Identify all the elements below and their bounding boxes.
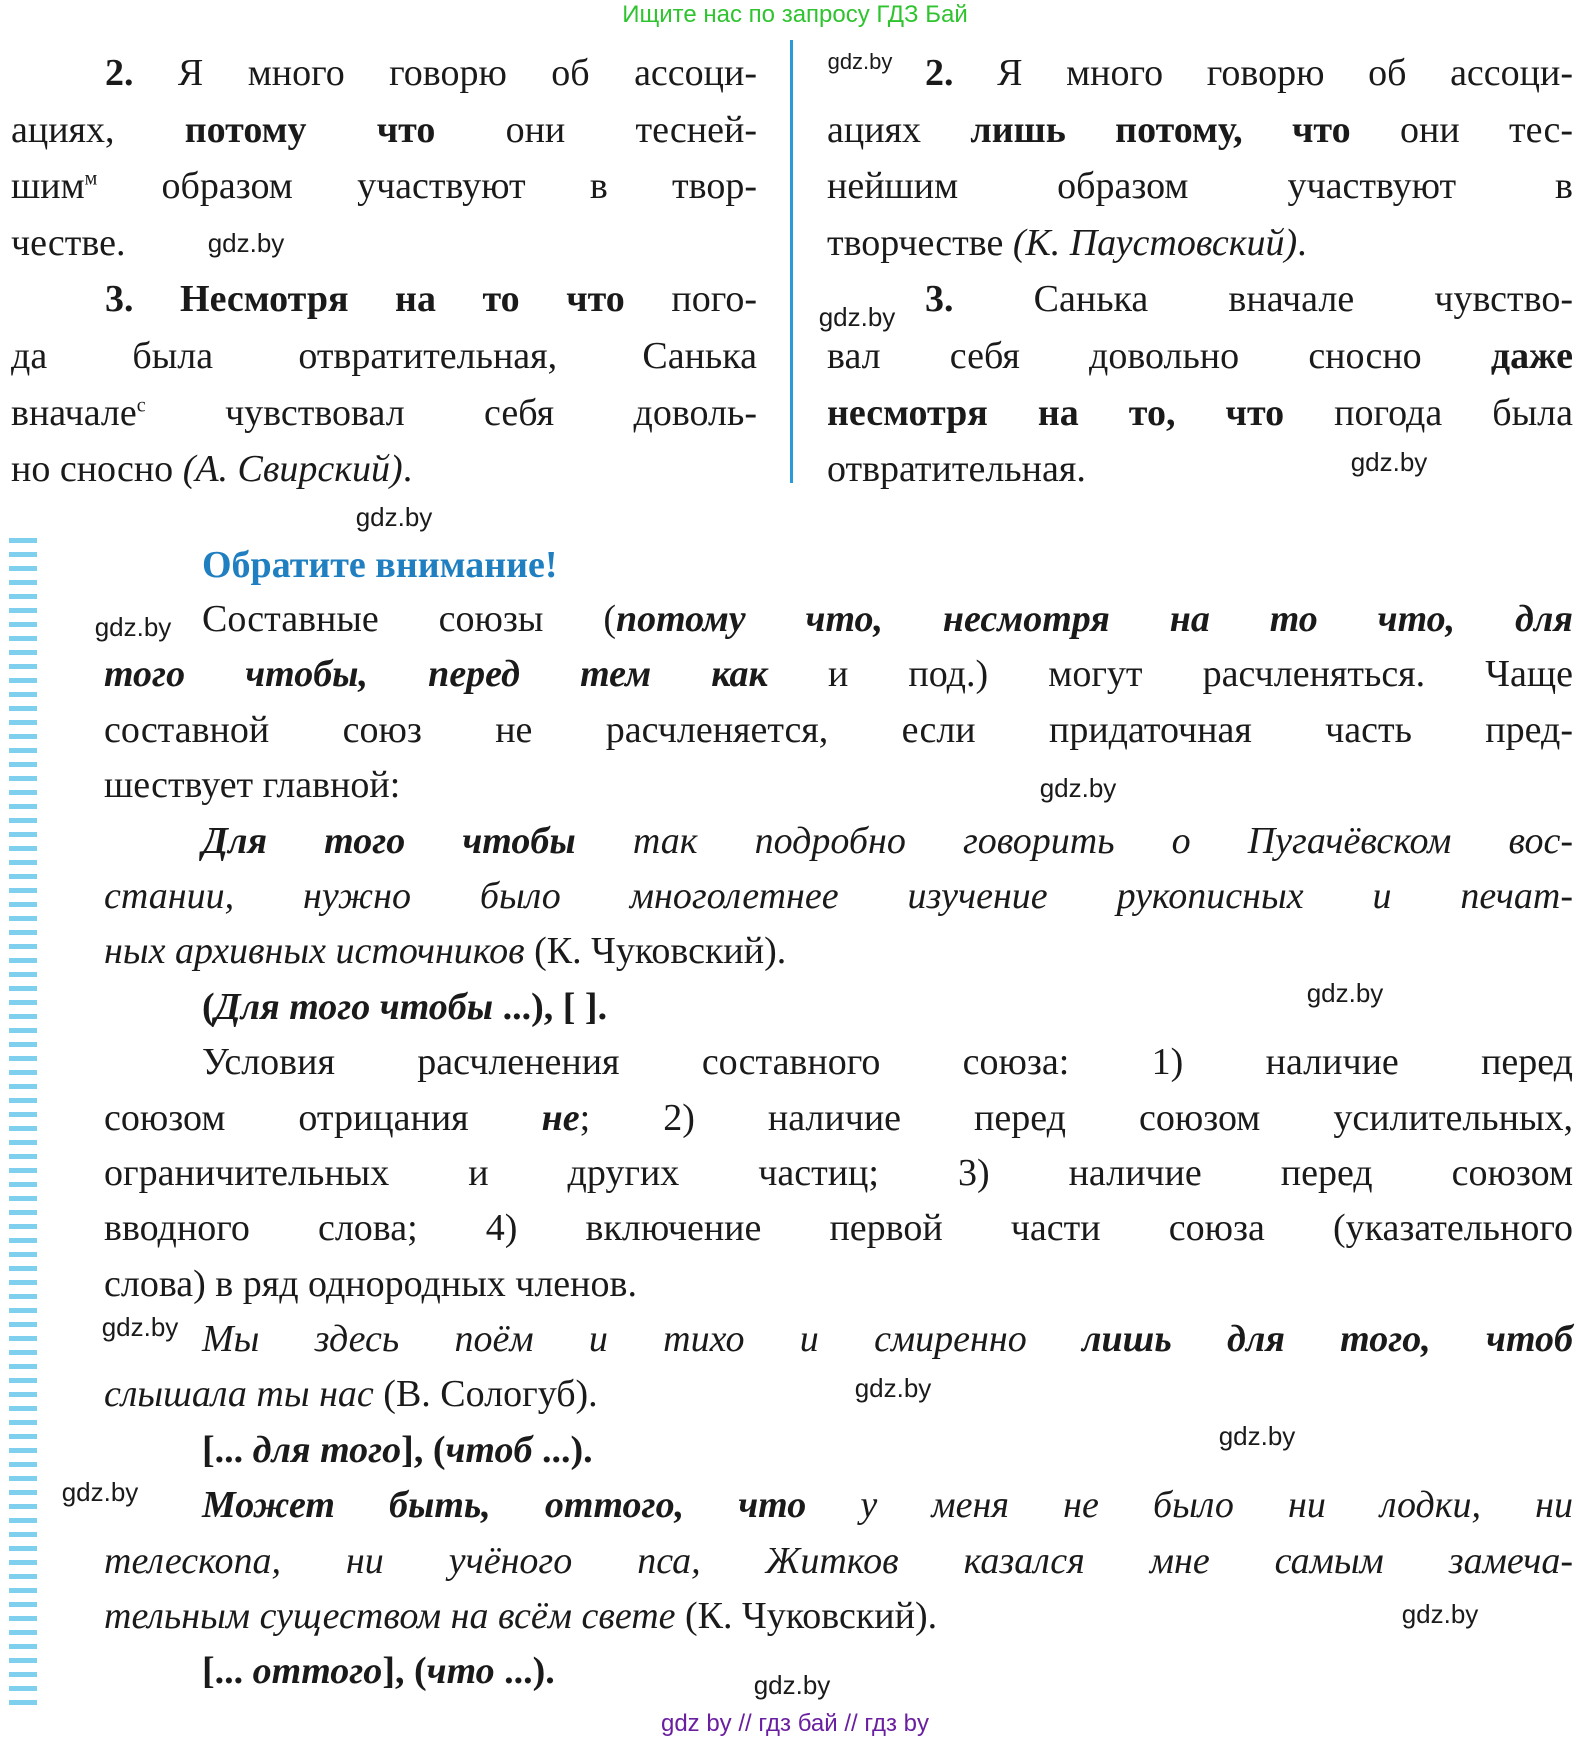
text-segment: пого- — [624, 278, 757, 321]
emphasized-text: у меня не было ни лодки, ни — [806, 1484, 1573, 1527]
watermark: gdz.by — [355, 502, 433, 532]
emphasized-text: ], ( — [382, 1650, 427, 1693]
text-segment: образом участвуют в твор- — [97, 165, 757, 208]
text-line — [104, 1423, 1573, 1478]
text-line — [104, 758, 1573, 813]
emphasized-text: [... — [202, 1428, 253, 1471]
text-segment: они тесней- — [435, 108, 757, 151]
text-line — [104, 1367, 1573, 1422]
emphasized-text: потому что, несмотря на то что, для — [615, 598, 1573, 640]
emphasized-text: Для того чтобы — [214, 985, 494, 1028]
emphasized-text: несмотря на то, что — [827, 391, 1285, 434]
watermark: gdz.by — [1350, 447, 1428, 477]
emphasized-text: тельным существом на всём свете — [104, 1595, 676, 1638]
text-line — [11, 215, 757, 272]
emphasized-text: ...). — [494, 1650, 555, 1693]
emphasized-text: так подробно говорить о Пугачёвском вос- — [575, 819, 1573, 862]
text-segment: Условия расчленения составного союза: 1) наличие перед — [202, 1041, 1573, 1084]
text-line — [11, 271, 757, 328]
watermark: gdz.by — [94, 612, 172, 642]
text-segment: (К. Чуковский). — [524, 930, 787, 973]
text-line — [104, 1644, 1573, 1699]
text-segment: . — [1297, 221, 1307, 264]
emphasized-text: не — [541, 1096, 580, 1139]
emphasized-text: ных архивных источников — [104, 930, 525, 973]
text-line — [827, 158, 1573, 215]
text-line — [104, 592, 1573, 647]
text-segment: нейшим образом участвуют в — [827, 165, 1573, 208]
text-segment: шествует главной: — [104, 764, 401, 807]
text-segment: вначале — [11, 391, 137, 434]
text-segment: отвратительная. — [827, 448, 1086, 491]
text-segment: но сносно — [11, 448, 183, 491]
watermark: gdz.by — [753, 1670, 831, 1700]
text-line — [11, 385, 757, 442]
emphasized-text: чтоб — [445, 1428, 533, 1471]
emphasized-text: 2. — [105, 52, 134, 94]
text-line — [827, 45, 1573, 102]
right-column-transformed — [827, 45, 1573, 498]
text-line — [104, 1534, 1573, 1589]
emphasized-text: ...). — [532, 1428, 593, 1471]
footnote-mark: с — [136, 393, 146, 416]
text-line — [11, 102, 757, 159]
emphasized-text: 2. — [925, 52, 954, 94]
text-line — [11, 45, 757, 102]
emphasized-text: Для того чтобы — [202, 819, 576, 862]
text-segment: и под.) могут расчленяться. Чаще — [767, 653, 1573, 696]
text-segment: Составные союзы ( — [202, 598, 616, 640]
text-segment: шим — [11, 165, 85, 208]
text-line — [104, 703, 1573, 758]
emphasized-text: (К. Паустовский) — [1012, 221, 1298, 264]
text-segment: честве. — [11, 221, 126, 264]
text-segment: составной союз не расчленяется, если придаточная часть пред- — [104, 708, 1573, 751]
note-heading: Обратите внимание! — [202, 544, 558, 586]
text-line — [11, 441, 757, 498]
emphasized-text: лишь потому, что — [970, 108, 1351, 151]
text-segment: . — [402, 448, 413, 491]
text-line — [104, 1146, 1573, 1201]
text-segment: погода была — [1284, 391, 1574, 434]
text-line — [104, 1589, 1573, 1644]
left-column-original — [11, 45, 757, 498]
text-line — [104, 647, 1573, 702]
footer-links: gdz by // гдз бай // гдз by — [660, 1710, 930, 1737]
text-segment: Я много говорю об ассоци- — [133, 52, 757, 94]
emphasized-text: того чтобы, перед тем как — [104, 653, 768, 696]
text-segment: Санька вначале чувство- — [953, 278, 1573, 321]
emphasized-text: для того — [252, 1428, 402, 1471]
text-line — [101, 1312, 1573, 1367]
emphasized-text: 3. Несмотря на то что — [105, 278, 625, 321]
watermark: gdz.by — [207, 228, 285, 258]
emphasized-text: Может быть, оттого, что — [202, 1484, 807, 1527]
text-line — [104, 869, 1573, 924]
text-line — [827, 385, 1573, 442]
text-segment: слова) в ряд однородных членов. — [104, 1262, 637, 1305]
emphasized-text: ( — [202, 985, 215, 1028]
text-segment: союзом отрицания — [104, 1096, 542, 1139]
text-line — [11, 328, 757, 385]
emphasized-text: ], ( — [401, 1428, 446, 1471]
text-line — [104, 1201, 1573, 1256]
text-line — [104, 1035, 1573, 1090]
watermark: gdz.by — [827, 49, 893, 74]
emphasized-text: слышала ты нас — [104, 1373, 374, 1416]
text-segment: они тес- — [1350, 108, 1573, 151]
watermark: gdz.by — [854, 1373, 932, 1403]
text-segment: да была отвратительная, Санька — [11, 334, 757, 377]
watermark: gdz.by — [1306, 978, 1384, 1008]
watermark: gdz.by — [1218, 1421, 1296, 1451]
text-line — [104, 1257, 1573, 1312]
emphasized-text: даже — [1490, 334, 1573, 377]
emphasized-text: 3. — [925, 278, 954, 321]
search-banner: Ищите нас по запросу ГДЗ Бай — [622, 1, 968, 28]
watermark: gdz.by — [101, 1312, 179, 1342]
text-segment: (К. Чуковский). — [675, 1595, 938, 1638]
footnote-mark: м — [84, 167, 98, 190]
text-segment: Я много говорю об ассоци- — [953, 52, 1573, 94]
emphasized-text: [... — [202, 1650, 253, 1693]
text-line — [11, 158, 757, 215]
emphasized-text: лишь для того, чтоб — [1082, 1318, 1573, 1361]
text-segment: вал себя довольно сносно — [827, 334, 1491, 377]
watermark: gdz.by — [61, 1477, 139, 1507]
emphasized-text: телескопа, ни учёного пса, Житков казался мне самым замеча- — [104, 1539, 1573, 1582]
text-line — [827, 102, 1573, 159]
column-divider — [790, 40, 793, 483]
watermark: gdz.by — [818, 302, 896, 332]
text-segment: чувствовал себя доволь- — [145, 391, 757, 434]
text-segment: вводного слова; 4) включение первой части союза (указательного — [104, 1207, 1573, 1250]
text-segment: творчестве — [827, 221, 1013, 264]
emphasized-text: стании, нужно было многолетнее изучение рукописных и печат- — [104, 874, 1573, 917]
note-side-stripe — [9, 538, 37, 1710]
text-line — [104, 1091, 1573, 1146]
emphasized-text: оттого — [252, 1650, 383, 1693]
watermark: gdz.by — [1401, 1599, 1479, 1629]
text-line — [827, 271, 1573, 328]
emphasized-text: что — [426, 1650, 495, 1693]
watermark: gdz.by — [1039, 773, 1117, 803]
text-segment: (В. Сологуб). — [373, 1373, 598, 1416]
emphasized-text: потому что — [184, 108, 436, 151]
text-line — [827, 215, 1573, 272]
emphasized-text: Мы здесь поём и тихо и смиренно — [202, 1318, 1083, 1361]
text-line — [827, 441, 1573, 498]
text-segment: ациях — [827, 108, 971, 151]
text-line — [104, 1478, 1573, 1533]
emphasized-text: (А. Свирский) — [182, 448, 403, 491]
emphasized-text: ...), [ ]. — [493, 985, 608, 1028]
text-line — [104, 924, 1573, 979]
text-line — [104, 814, 1573, 869]
text-line — [827, 328, 1573, 385]
note-body — [101, 592, 1574, 1700]
text-segment: ; 2) наличие перед союзом усилительных, — [579, 1096, 1574, 1139]
text-segment: ограничительных и других частиц; 3) наличие перед союзом — [104, 1151, 1573, 1194]
text-segment: ациях, — [11, 108, 185, 151]
